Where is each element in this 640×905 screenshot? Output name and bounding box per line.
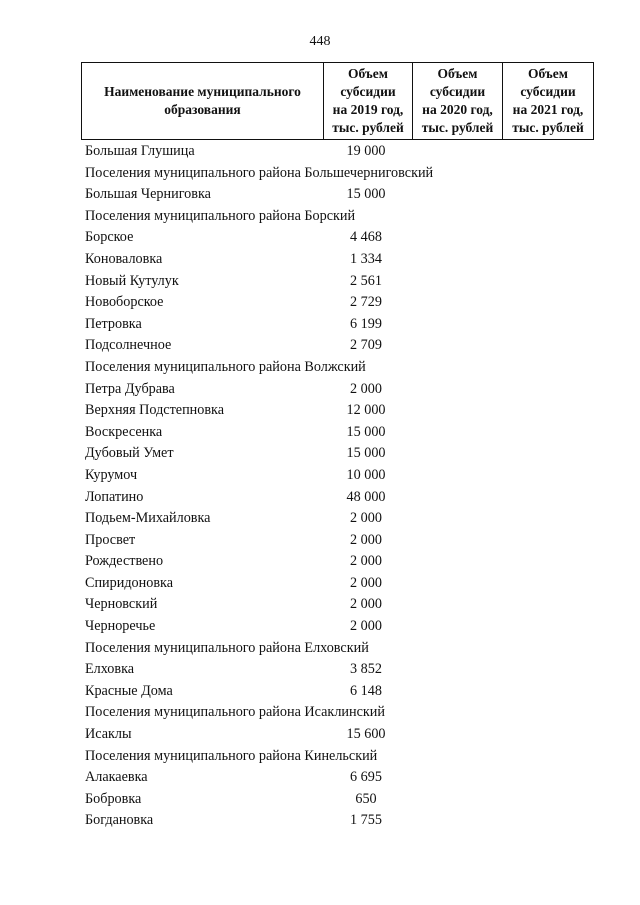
table-body — [85, 141, 605, 832]
municipality-name: Подсолнечное — [85, 337, 172, 354]
table-row — [85, 659, 605, 681]
table-row — [85, 746, 605, 768]
municipality-name: Красные Дома — [85, 682, 173, 699]
subsidy-2019-value: 4 468 — [350, 229, 382, 246]
subsidy-2019-value: 15 600 — [346, 726, 386, 743]
subsidy-2019-value: 2 000 — [350, 380, 382, 397]
municipality-name: Богдановка — [85, 812, 154, 829]
table-row — [85, 702, 605, 724]
municipality-name: Большая Глушица — [85, 143, 195, 159]
table-row — [85, 508, 605, 530]
municipality-name: Просвет — [85, 531, 136, 548]
municipality-name: Поселения муниципального района Кинельский — [85, 747, 378, 764]
subsidy-2019-value: 15 000 — [346, 186, 386, 203]
table-row — [85, 422, 605, 444]
table-row — [85, 292, 605, 314]
municipality-name: Спиридоновка — [85, 574, 174, 591]
municipality-name: Новый Кутулук — [85, 272, 179, 289]
table-row — [85, 638, 605, 660]
municipality-name: Бобровка — [85, 790, 142, 807]
page-number: 448 — [309, 34, 331, 49]
table-row — [85, 443, 605, 465]
municipality-name: Петровка — [85, 315, 142, 332]
municipality-name: Борское — [85, 229, 134, 246]
table-row — [85, 335, 605, 357]
table-row — [85, 573, 605, 595]
table-row — [85, 789, 605, 811]
municipality-name: Черновский — [85, 596, 158, 613]
table-row — [85, 681, 605, 703]
subsidy-2019-value: 6 695 — [350, 769, 382, 786]
subsidy-2019-value: 6 199 — [350, 315, 382, 332]
subsidy-2019-value: 12 000 — [346, 402, 386, 419]
subsidy-2019-value: 3 852 — [350, 661, 382, 678]
subsidy-2019-value: 2 729 — [350, 294, 382, 311]
table-row — [85, 616, 605, 638]
subsidy-2019-value: 15 000 — [346, 423, 386, 440]
municipality-name: Поселения муниципального района Исаклинский — [85, 704, 385, 721]
subsidy-2019-value: 15 000 — [346, 445, 386, 462]
table-row — [85, 724, 605, 746]
table-row — [85, 400, 605, 422]
table-row — [85, 810, 605, 832]
table-row — [85, 530, 605, 552]
subsidy-2019-value: 650 — [355, 790, 377, 807]
table-row — [85, 357, 605, 379]
subsidy-2019-value: 6 148 — [350, 682, 382, 699]
subsidy-2019-value: 2 000 — [350, 553, 382, 570]
subsidy-2019-value: 2 000 — [350, 531, 382, 548]
table-row — [85, 551, 605, 573]
table-row — [85, 184, 605, 206]
table-row — [85, 163, 605, 185]
table-row — [85, 379, 605, 401]
municipality-name: Большая Черниговка — [85, 186, 211, 203]
municipality-name: Поселения муниципального района Борский — [85, 207, 356, 224]
municipality-name: Лопатино — [85, 488, 144, 505]
table-row — [85, 227, 605, 249]
subsidy-2019-value: 19 000 — [346, 143, 386, 159]
municipality-name: Новоборское — [85, 294, 164, 311]
municipality-name: Верхняя Подстепновка — [85, 402, 225, 419]
municipality-name: Черноречье — [85, 618, 156, 635]
subsidy-2019-value: 2 000 — [350, 510, 382, 527]
table-row — [85, 465, 605, 487]
municipality-name: Елховка — [85, 661, 135, 678]
subsidy-2019-value: 1 334 — [350, 250, 382, 267]
municipality-name: Коноваловка — [85, 250, 163, 267]
header-subsidy-2021: Объем субсидии на 2021 год, тыс. рублей — [503, 63, 594, 140]
municipality-name: Исаклы — [85, 726, 132, 743]
subsidy-2019-value: 2 561 — [350, 272, 382, 289]
municipality-name: Поселения муниципального района Волжский — [85, 358, 366, 375]
header-subsidy-2019: Объем субсидии на 2019 год, тыс. рублей — [324, 63, 413, 140]
table-row — [85, 206, 605, 228]
table-row — [85, 594, 605, 616]
table-header — [81, 62, 594, 140]
table-row — [85, 271, 605, 293]
subsidy-2019-value: 10 000 — [346, 466, 386, 483]
subsidy-2019-value: 1 755 — [350, 812, 382, 829]
municipality-name: Алакаевка — [85, 769, 148, 786]
header-municipality-name: Наименование муниципального образования — [82, 63, 324, 140]
header-subsidy-2020: Объем субсидии на 2020 год, тыс. рублей — [413, 63, 503, 140]
subsidy-2019-value: 2 709 — [350, 337, 382, 354]
table-row — [85, 249, 605, 271]
municipality-name: Рождествено — [85, 553, 164, 570]
subsidy-2019-value: 2 000 — [350, 574, 382, 591]
municipality-name: Петра Дубрава — [85, 380, 175, 397]
table-row — [85, 487, 605, 509]
subsidy-2019-value: 48 000 — [346, 488, 386, 505]
municipality-name: Дубовый Умет — [85, 445, 174, 462]
municipality-name: Подьем-Михайловка — [85, 510, 211, 527]
table-row — [85, 314, 605, 336]
table-row — [85, 767, 605, 789]
table-row — [85, 141, 605, 163]
subsidy-2019-value: 2 000 — [350, 618, 382, 635]
municipality-name: Воскресенка — [85, 423, 163, 440]
municipality-name: Поселения муниципального района Елховский — [85, 639, 369, 656]
municipality-name: Курумоч — [85, 466, 138, 483]
subsidy-2019-value: 2 000 — [350, 596, 382, 613]
municipality-name: Поселения муниципального района Большечерниговский — [85, 164, 434, 181]
